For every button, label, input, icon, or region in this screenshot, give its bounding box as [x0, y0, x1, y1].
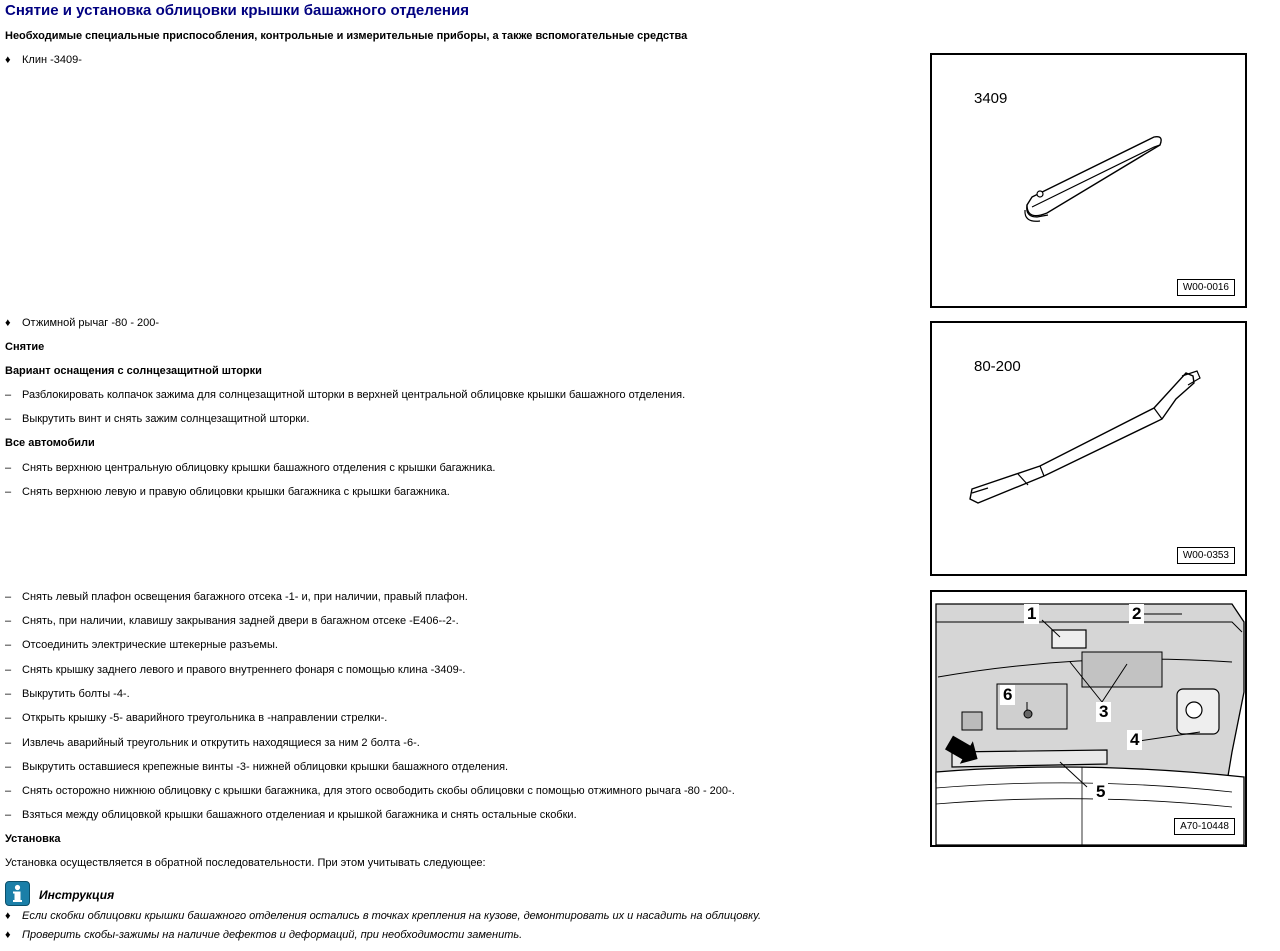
figure-code: W00-0016 [1177, 279, 1235, 296]
step-item: – Отсоединить электрические штекерные разъемы. [5, 639, 278, 651]
step-item: – Снять верхнюю левую и правую облицовки крышки багажника с крышки багажника. [5, 486, 450, 498]
step-item: – Снять верхнюю центральную облицовку крышки башажного отделения с крышки багажника. [5, 462, 496, 474]
note-heading: Инструкция [39, 888, 115, 902]
step-item: – Выкрутить болты -4-. [5, 688, 130, 700]
tool-item: ♦ Отжимной рычаг -80 - 200- [5, 317, 160, 329]
callout-6: 6 [1000, 685, 1015, 705]
step-item: – Открыть крышку -5- аварийного треугольника в -направлении стрелки-. [5, 712, 388, 724]
callout-3: 3 [1096, 702, 1111, 722]
step-item: – Извлечь аварийный треугольник и открутить находящиеся за ним 2 болта -6-. [5, 737, 420, 749]
step-item: – Снять крышку заднего левого и правого внутреннего фонаря с помощью клина -3409-. [5, 664, 466, 676]
page-title: Снятие и установка облицовки крышки башажного отделения [5, 2, 469, 19]
bullet-icon: ♦ [5, 910, 11, 922]
note-item: ♦ Если скобки облицовки крышки башажного отделения остались в точках крепления на кузове, демонтировать их и насадить на облицовку. [5, 910, 762, 922]
install-heading: Установка [5, 833, 61, 845]
all-cars-heading: Все автомобили [5, 437, 95, 449]
dash-icon: – [5, 591, 12, 603]
dash-icon: – [5, 462, 12, 474]
step-item: – Снять осторожно нижнюю облицовку с крышки багажника, для этого освободить скобы облицовки с помощью отжимного рычага -80 - 200-. [5, 785, 735, 797]
step-item: – Выкрутить винт и снять зажим солнцезащитной шторки. [5, 413, 310, 425]
bullet-icon: ♦ [5, 54, 11, 66]
info-icon [5, 881, 30, 906]
dash-icon: – [5, 486, 12, 498]
bullet-icon: ♦ [5, 929, 11, 941]
callout-4: 4 [1127, 730, 1142, 750]
trunk-lid-illustration [932, 592, 1245, 845]
step-item: – Взяться между облицовкой крышки башажного отделениая и крышкой багажника и снять остальные скобки. [5, 809, 577, 821]
removal-heading: Снятие [5, 341, 45, 353]
figure-lever-80-200 [930, 321, 1247, 576]
callout-5: 5 [1093, 782, 1108, 802]
dash-icon: – [5, 761, 12, 773]
dash-icon: – [5, 712, 12, 724]
dash-icon: – [5, 664, 12, 676]
figure-code: W00-0353 [1177, 547, 1235, 564]
tool-item: ♦ Клин -3409- [5, 54, 82, 66]
figure-code: A70-10448 [1174, 818, 1235, 835]
figure-label: 80-200 [974, 358, 1021, 375]
step-item: – Разблокировать колпачок зажима для солнцезащитной шторки в верхней центральной облицовке крышки башажного отделения. [5, 389, 686, 401]
figure-trunk-lid-trim [930, 590, 1247, 847]
figure-wedge-3409 [930, 53, 1247, 308]
dash-icon: – [5, 413, 12, 425]
callout-1: 1 [1024, 604, 1039, 624]
install-text: Установка осуществляется в обратной последовательности. При этом учитывать следующее: [5, 857, 486, 869]
step-item: – Снять левый плафон освещения багажного отсека -1- и, при наличии, правый плафон. [5, 591, 468, 603]
figure-label: 3409 [974, 90, 1008, 107]
callout-2: 2 [1129, 604, 1144, 624]
step-item: – Выкрутить оставшиеся крепежные винты -3- нижней облицовки крышки башажного отделения. [5, 761, 509, 773]
dash-icon: – [5, 615, 12, 627]
dash-icon: – [5, 639, 12, 651]
variant-heading: Вариант оснащения с солнцезащитной шторки [5, 365, 262, 377]
dash-icon: – [5, 809, 12, 821]
step-item: – Снять, при наличии, клавишу закрывания задней двери в багажном отсеке -E406--2-. [5, 615, 459, 627]
dash-icon: – [5, 688, 12, 700]
bullet-icon: ♦ [5, 317, 11, 329]
note-item: ♦ Проверить скобы-зажимы на наличие дефектов и деформаций, при необходимости заменить. [5, 929, 523, 941]
tools-heading: Необходимые специальные приспособления, контрольные и измерительные приборы, а также вспомогательные средства [5, 30, 688, 42]
dash-icon: – [5, 737, 12, 749]
dash-icon: – [5, 389, 12, 401]
dash-icon: – [5, 785, 12, 797]
